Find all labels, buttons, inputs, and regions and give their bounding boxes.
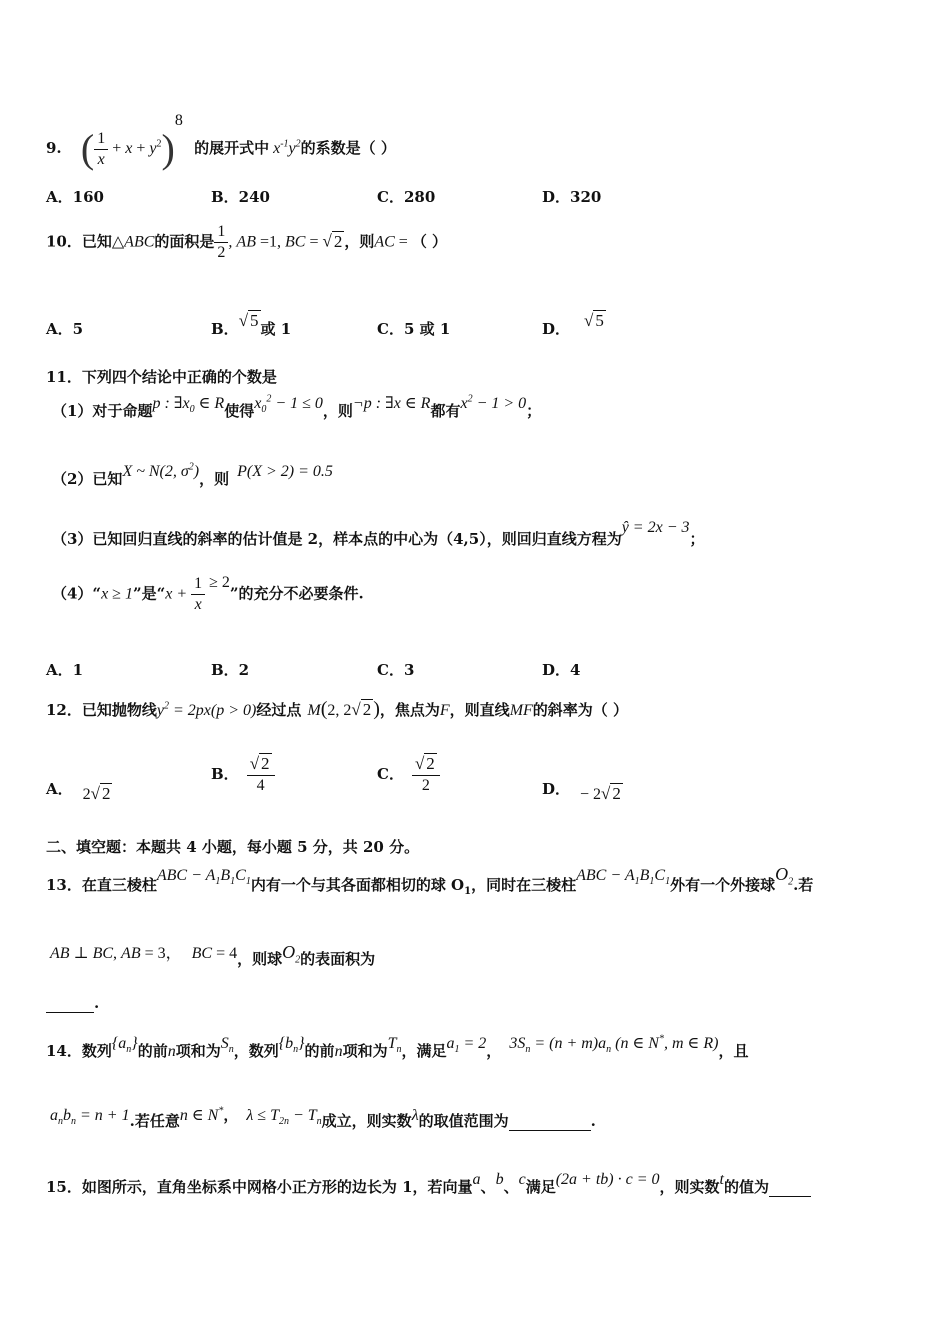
question-11-title: 11．下列四个结论中正确的个数是 <box>46 368 277 386</box>
q11-option-a[interactable]: A．1 <box>46 661 84 679</box>
q11-option-b[interactable]: B．2 <box>211 661 250 679</box>
q12-option-c[interactable]: C． $\frac{√ 2}{2}$ <box>377 754 440 796</box>
q9-stem: 的展开式中 <box>194 139 270 157</box>
q10-option-a[interactable]: A．5 <box>46 320 84 338</box>
q13-line-2: AB ⊥ BC, AB = 3， BC = 4，则球$O_2$的表面积为 <box>50 942 376 968</box>
q14-answer-blank[interactable] <box>509 1112 591 1131</box>
q9-option-c[interactable]: C．280 <box>377 188 436 206</box>
q9-stem-end: 的系数是（ ） <box>300 139 396 157</box>
question-9: 9. ( $\frac{1}{x}$ + $x + y^2)^8$ 的展开式中 $x^{-1}y^2$的系数是（ ） <box>46 112 396 171</box>
q11-option-d[interactable]: D．4 <box>542 661 581 679</box>
q13-answer-line: . <box>46 994 99 1013</box>
q12-option-a[interactable]: A． 2√ 2 <box>46 780 111 803</box>
q10-option-d[interactable]: D． √ 5 <box>542 311 604 338</box>
q11-statement-1: （1）对于命题p : $\exists x_0$ ∈ R使得$x_0^2 - 1 \le 0$，则¬p : ∃x ∈ R都有$x^2 - 1 > 0$； <box>52 393 542 420</box>
q11-statement-3: （3）已知回归直线的斜率的估计值是 2，样本点的中心为（4,5），则回归直线方程为ŷ = 2x − 3； <box>52 519 705 548</box>
question-15: 15．如图所示，直角坐标系中网格小正方形的边长为 1，若向量a、b、c满足(2a + tb) · c = 0，则实数t的值为 <box>46 1168 811 1189</box>
section-2-heading: 二、填空题：本题共 4 小题，每小题 5 分，共 20 分。 <box>46 838 420 856</box>
q14-line-2: $a_nb_n = n + 1$.若任意n ∈ N*， $\lambda \le T_{2n} - T_n$成立，则实数λ的取值范围为 . <box>50 1105 596 1130</box>
question-14: 14．数列$\{a_n\}$的前n项和为$S_n$，数列$\{b_n\}$的前n项和为$T_n$，满足$a_1 = 2$， $3S_n = (n + m)a_n$ (n ∈ N*, m ∈ R)，且 <box>46 1033 749 1060</box>
q9-option-a[interactable]: A．160 <box>46 188 104 206</box>
q10-option-b[interactable]: B．√ 5 或 1 <box>211 311 292 338</box>
question-13: 13．在直三棱柱ABC − $A_1B_1C_1$内有一个与其各面都相切的球 $O_1$，同时在三棱柱ABC − $A_1B_1C_1$外有一个外接球$O_2$.若 <box>46 864 814 897</box>
q12-option-d[interactable]: D． − 2√ 2 <box>542 780 621 803</box>
q12-option-b[interactable]: B． $\frac{√ 2}{4}$ <box>211 754 275 796</box>
q9-option-b[interactable]: B．240 <box>211 188 270 206</box>
q13-answer-blank[interactable] <box>46 994 94 1013</box>
q15-answer-blank[interactable] <box>769 1178 811 1197</box>
q11-option-c[interactable]: C．3 <box>377 661 415 679</box>
q9-number: 9. <box>46 139 62 157</box>
q9-option-d[interactable]: D．320 <box>542 188 602 206</box>
q11-statement-2: （2）已知X ~ N(2, $\sigma^2$)，则 P(X > 2) = 0.5 <box>52 461 333 488</box>
q11-statement-4: （4）“x ≥ 1”是“x + $\frac{1}{x}$ ≥ 2”的充分不必要条件. <box>52 573 364 613</box>
question-12: 12．已知抛物线$y^2 = 2px(p > 0)$经过点 M(2, 2√ 2 )，焦点为F，则直线MF的斜率为（ ） <box>46 698 629 720</box>
q10-option-c[interactable]: C．5 或 1 <box>377 320 451 338</box>
question-10: 10．已知△ABC的面积是 $\frac{1}{2}$ , AB =1, BC = √ 2 ，则AC = （ ） <box>46 223 448 261</box>
